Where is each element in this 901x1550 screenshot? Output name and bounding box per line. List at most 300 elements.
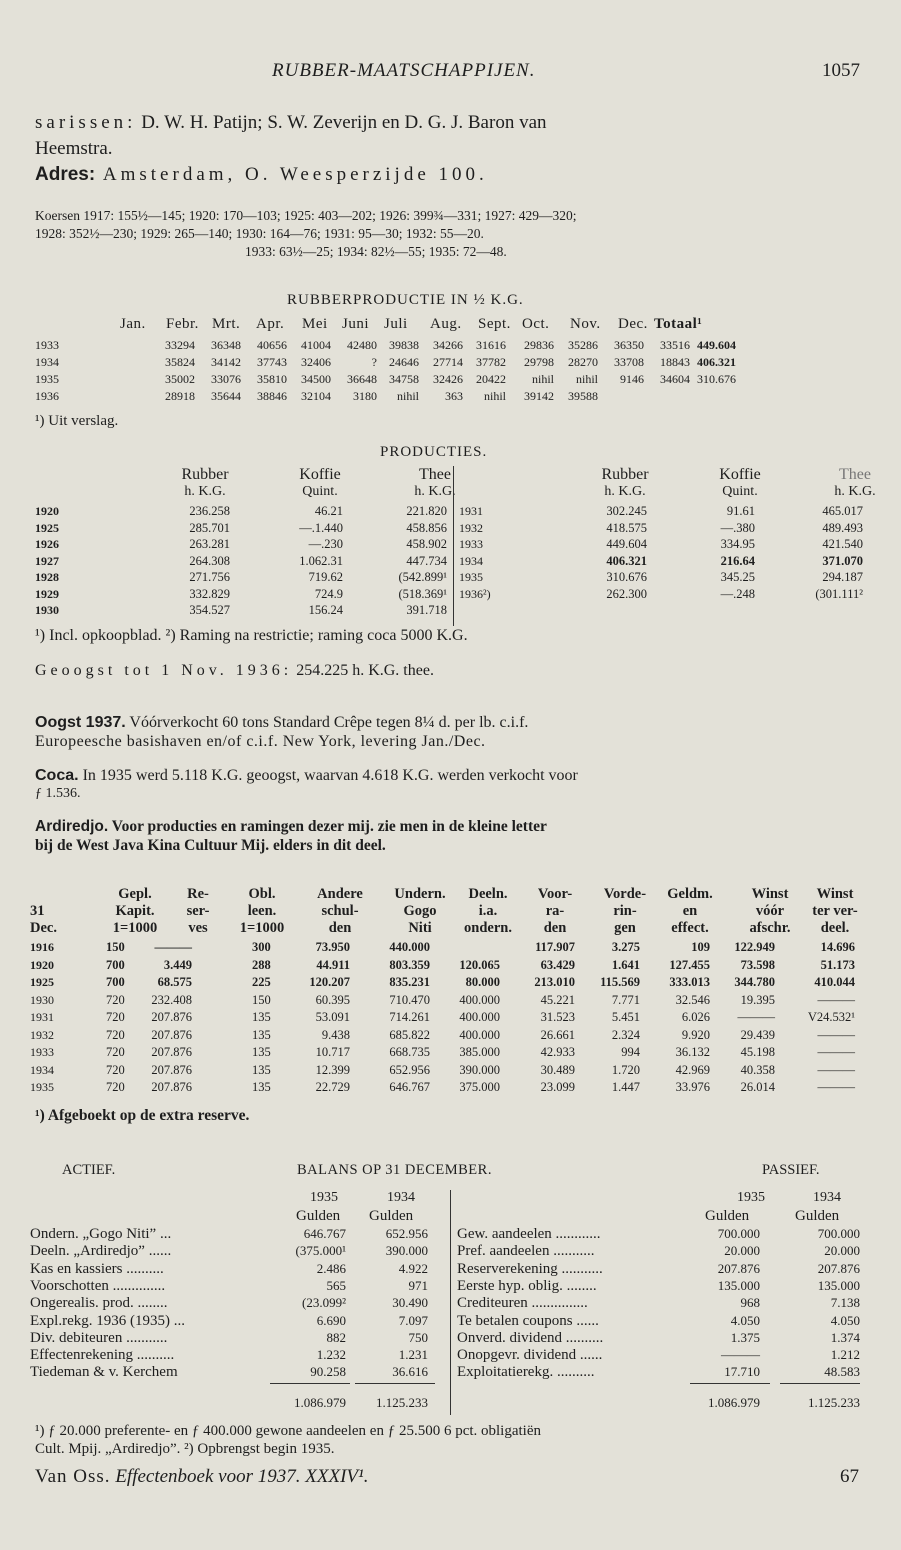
table-cell: nihil bbox=[575, 372, 598, 386]
table-cell: 421.540 bbox=[822, 537, 863, 551]
table-cell: 63.429 bbox=[540, 957, 575, 972]
table-cell: 440.000 bbox=[389, 940, 430, 954]
table-cell: 33294 bbox=[165, 338, 195, 352]
table-cell: 700 bbox=[106, 975, 125, 989]
balans-label-actief: Ondern. „Gogo Niti” ... bbox=[30, 1226, 172, 1242]
balans-value: 390.000 bbox=[385, 1243, 428, 1259]
koersen-line-1: Koersen 1917: 155½—145; 1920: 170—103; 1925: 403—202; 1926: 399¾—331; 1927: 429—320; bbox=[35, 208, 577, 223]
table-cell: 35810 bbox=[257, 372, 287, 386]
year-header: 1934 bbox=[813, 1190, 841, 1205]
table-cell: 30.489 bbox=[540, 1062, 575, 1077]
table-cell: 720 bbox=[106, 1080, 125, 1094]
table-cell: 263.281 bbox=[189, 537, 230, 551]
table-cell: 371.070 bbox=[822, 553, 863, 568]
balans-value: 971 bbox=[408, 1277, 428, 1293]
balans-total: 1.086.979 bbox=[294, 1395, 346, 1410]
table-cell: 14.696 bbox=[820, 940, 855, 954]
col-header-left: Koffie bbox=[299, 466, 341, 483]
balans-label-actief: Expl.rekg. 1936 (1935) ... bbox=[30, 1312, 185, 1329]
table-cell: 719.62 bbox=[308, 570, 343, 584]
table-cell: 23.099 bbox=[540, 1080, 575, 1094]
row-year: 1935 bbox=[30, 1080, 54, 1094]
table-cell: ——— bbox=[737, 1010, 775, 1024]
page-number: 1057 bbox=[822, 60, 860, 81]
table-cell: 400.000 bbox=[459, 992, 500, 1007]
row-year: 1930 bbox=[35, 603, 59, 617]
sum-rule bbox=[355, 1383, 435, 1384]
table-cell: 1.447 bbox=[611, 1080, 640, 1094]
row-year: 1935 bbox=[35, 372, 59, 386]
col-header: gen bbox=[614, 920, 636, 936]
table-cell: 720 bbox=[106, 1062, 125, 1077]
col-header: Dec. bbox=[30, 920, 57, 936]
table-cell: 700 bbox=[106, 957, 125, 972]
ardiredjo-line-2: bij de West Java Kina Cultuur Mij. elders in dit deel. bbox=[35, 837, 386, 854]
column-header-1: Febr. bbox=[166, 316, 199, 332]
balans-value: 4.922 bbox=[398, 1260, 428, 1276]
table-cell: 46.21 bbox=[314, 504, 343, 518]
table-cell: 44.911 bbox=[316, 957, 350, 972]
col-header: Voor- bbox=[537, 886, 573, 902]
table-cell: 300 bbox=[252, 940, 271, 954]
balans-value: 207.876 bbox=[817, 1260, 860, 1276]
balans-note-2: Cult. Mpij. „Ardiredjo”. ²) Opbrengst begin 1935. bbox=[35, 1441, 335, 1457]
table-cell: 40.358 bbox=[740, 1062, 775, 1077]
koersen-line-3: 1933: 63½—25; 1934: 82½—55; 1935: 72—48. bbox=[245, 244, 507, 259]
table-cell: 31616 bbox=[476, 338, 506, 352]
table-cell: 2.324 bbox=[611, 1027, 640, 1042]
column-header-10: Nov. bbox=[570, 316, 601, 332]
balans-value: 7.097 bbox=[398, 1312, 428, 1328]
table-cell: 39588 bbox=[568, 389, 598, 403]
table-cell: 73.950 bbox=[315, 940, 350, 954]
balans-value: 882 bbox=[326, 1329, 346, 1345]
balans-value: 652.956 bbox=[385, 1226, 428, 1241]
producties-note: ¹) Incl. opkoopblad. ²) Raming na restrictie; raming coca 5000 K.G. bbox=[35, 627, 468, 644]
col-header: Winst bbox=[816, 886, 854, 902]
table-cell: 207.876 bbox=[151, 1027, 192, 1042]
coca-line-1: Coca. In 1935 werd 5.118 K.G. geoogst, waarvan 4.618 K.G. werden verkocht voor bbox=[35, 767, 578, 784]
sum-rule bbox=[780, 1383, 860, 1384]
row-year: 1931 bbox=[459, 504, 483, 518]
table-cell: 29836 bbox=[524, 338, 554, 352]
table-cell: 344.780 bbox=[734, 975, 775, 989]
table-cell: 68.575 bbox=[157, 975, 192, 989]
table-cell: 213.010 bbox=[534, 975, 575, 989]
table-cell: 135 bbox=[252, 1045, 271, 1059]
balans-label-passief: Pref. aandeelen ........... bbox=[457, 1243, 595, 1260]
table-cell: 333.013 bbox=[669, 975, 710, 989]
column-header-8: Sept. bbox=[478, 316, 511, 332]
col-header: den bbox=[543, 920, 567, 936]
adres-line: Adres: Amsterdam, O. Weesperzijde 100. bbox=[35, 164, 488, 185]
balans-value: 565 bbox=[326, 1277, 346, 1293]
table-cell: 207.876 bbox=[151, 1080, 192, 1094]
col-header: Kapit. bbox=[115, 903, 155, 919]
col-header: ser- bbox=[186, 903, 210, 919]
footer-line: Van Oss. Effectenboek voor 1937. XXXIV¹. bbox=[35, 1466, 369, 1487]
row-year: 1916 bbox=[30, 940, 54, 954]
table-cell: 418.575 bbox=[606, 520, 647, 535]
table-cell: 150 bbox=[106, 940, 125, 954]
table-cell: 39142 bbox=[524, 389, 554, 403]
table-cell: 34500 bbox=[301, 372, 331, 386]
row-year: 1936²) bbox=[459, 586, 491, 601]
column-header-5: Juni bbox=[342, 316, 370, 332]
commissarissen-line: sarissen: D. W. H. Patijn; S. W. Zeverijn en D. G. J. Baron van bbox=[35, 112, 547, 133]
table-cell: 668.735 bbox=[389, 1045, 430, 1059]
table-cell: 710.470 bbox=[389, 992, 430, 1007]
col-header-right: Rubber bbox=[601, 466, 649, 483]
table-cell: 38846 bbox=[257, 389, 287, 403]
table-cell: 42480 bbox=[347, 338, 377, 352]
table-cell: 207.876 bbox=[151, 1010, 192, 1024]
table-cell: 34266 bbox=[433, 338, 463, 352]
col-header: deel. bbox=[820, 920, 850, 936]
row-year: 1931 bbox=[30, 1010, 54, 1024]
table-cell: 28918 bbox=[165, 389, 195, 403]
table-cell: 720 bbox=[106, 1010, 125, 1024]
col-header: Deeln. bbox=[468, 886, 508, 902]
table-cell: nihil bbox=[396, 389, 419, 403]
row-year: 1934 bbox=[459, 553, 483, 568]
table-cell: 221.820 bbox=[406, 504, 447, 518]
rubberproductie-title: RUBBERPRODUCTIE IN ½ K.G. bbox=[287, 292, 524, 308]
table-cell: 26.014 bbox=[740, 1080, 775, 1094]
col-header: Gogo bbox=[403, 903, 437, 919]
footer-page-number: 67 bbox=[840, 1466, 859, 1487]
column-divider bbox=[453, 466, 454, 626]
column-header-0: Jan. bbox=[120, 316, 146, 332]
table-cell: 33076 bbox=[211, 372, 241, 386]
table-cell: 6.026 bbox=[681, 1010, 710, 1024]
table-cell: 117.907 bbox=[535, 940, 575, 954]
table-cell: 29798 bbox=[524, 355, 554, 369]
table-cell: 714.261 bbox=[389, 1010, 430, 1024]
oogst-1937-line-1: Oogst 1937. Vóórverkocht 60 tons Standard Crêpe tegen 8¼ d. per lb. c.i.f. bbox=[35, 714, 529, 731]
balans-label-passief: Onverd. dividend .......... bbox=[457, 1329, 604, 1346]
table-cell: 51.173 bbox=[820, 957, 855, 972]
balans-value: 1.232 bbox=[316, 1347, 346, 1363]
table-cell: 35286 bbox=[568, 338, 598, 352]
balans-value: 90.258 bbox=[310, 1364, 346, 1380]
table-cell: 465.017 bbox=[822, 504, 863, 518]
col-header: ondern. bbox=[464, 920, 512, 936]
col-header: 1=1000 bbox=[239, 920, 285, 936]
geoogst-line: Geoogst tot 1 Nov. 1936: 254.225 h. K.G. thee. bbox=[35, 662, 434, 679]
table-cell: 45.221 bbox=[540, 992, 575, 1007]
table-cell: 720 bbox=[106, 1027, 125, 1042]
col-header: i.a. bbox=[478, 903, 498, 919]
balans-value: 700.000 bbox=[717, 1226, 760, 1241]
row-year: 1935 bbox=[459, 570, 483, 584]
col-header-right: Thee bbox=[839, 466, 871, 483]
row-year: 1932 bbox=[459, 520, 483, 535]
row-year: 1926 bbox=[35, 537, 59, 551]
table-cell: 150 bbox=[252, 992, 271, 1007]
table-cell: 236.258 bbox=[189, 504, 230, 518]
table-cell: 406.321 bbox=[606, 553, 647, 568]
table-cell: 288 bbox=[252, 957, 271, 972]
balans-divider bbox=[450, 1190, 451, 1415]
table-cell: 122.949 bbox=[734, 940, 775, 954]
balans-label-actief: Kas en kassiers .......... bbox=[30, 1260, 164, 1277]
column-header-11: Dec. bbox=[618, 316, 648, 332]
row-year: 1933 bbox=[30, 1045, 54, 1059]
balans-value: 48.583 bbox=[824, 1364, 860, 1380]
col-header: Niti bbox=[408, 920, 432, 936]
table-cell: 9146 bbox=[620, 372, 644, 386]
table-cell: 720 bbox=[106, 992, 125, 1007]
table-cell: 109 bbox=[691, 940, 710, 954]
table-cell: 375.000 bbox=[459, 1080, 500, 1094]
table-cell: 803.359 bbox=[389, 957, 430, 972]
balans-value: 17.710 bbox=[724, 1364, 760, 1380]
col-header-left: Rubber bbox=[181, 466, 229, 483]
col-header: schul- bbox=[321, 903, 359, 919]
balans-total: 1.125.233 bbox=[808, 1395, 860, 1410]
table-cell: 91.61 bbox=[726, 504, 755, 518]
table-cell: 345.25 bbox=[720, 570, 755, 584]
table-cell: 458.902 bbox=[406, 537, 447, 551]
sum-rule bbox=[270, 1383, 350, 1384]
table-cell: 400.000 bbox=[459, 1027, 500, 1042]
balans-value: 207.876 bbox=[717, 1260, 760, 1276]
table-cell: 264.308 bbox=[189, 553, 230, 568]
table-cell: ——— bbox=[817, 1027, 855, 1042]
balans-value: 1.231 bbox=[398, 1347, 428, 1363]
table-cell: 36.132 bbox=[675, 1045, 710, 1059]
table-cell: 380.— bbox=[720, 520, 755, 535]
table-cell: 34142 bbox=[211, 355, 241, 369]
column-header-9: Oct. bbox=[522, 316, 550, 332]
col-header: afschr. bbox=[749, 920, 791, 936]
table-cell: 3180 bbox=[353, 389, 377, 403]
table-cell: 542.899¹) bbox=[398, 570, 447, 584]
table-cell: 489.493 bbox=[822, 520, 863, 535]
table-cell: 36350 bbox=[614, 338, 644, 352]
balans-value: 1.375 bbox=[730, 1329, 760, 1345]
col-header-left: Thee bbox=[419, 466, 451, 483]
commissarissen-line-2: Heemstra. bbox=[35, 138, 113, 159]
col-header: Gepl. bbox=[118, 886, 152, 902]
table-cell: 32.546 bbox=[675, 992, 710, 1007]
col-header: Re- bbox=[187, 886, 209, 902]
table-cell: 230.— bbox=[308, 537, 343, 551]
balans-label-actief: Div. debiteuren ........... bbox=[30, 1329, 168, 1346]
balans-label-passief: Reserverekening ........... bbox=[457, 1260, 603, 1277]
table-cell: 9.438 bbox=[321, 1027, 350, 1042]
table-cell: 33516 bbox=[660, 338, 690, 352]
table-cell: 207.876 bbox=[151, 1045, 192, 1059]
table-cell: 334.95 bbox=[720, 537, 755, 551]
table-cell: 685.822 bbox=[389, 1027, 430, 1042]
table-cell: 10.717 bbox=[315, 1045, 350, 1059]
table-cell: 60.395 bbox=[315, 992, 350, 1007]
table-cell: 1.720 bbox=[611, 1062, 640, 1077]
table-cell: 22.729 bbox=[315, 1080, 350, 1094]
balans-value: 1.212 bbox=[830, 1347, 860, 1363]
balans-label-passief: Eerste hyp. oblig. ........ bbox=[457, 1277, 597, 1294]
table-cell: 73.598 bbox=[740, 957, 775, 972]
table-cell: 120.207 bbox=[309, 975, 350, 989]
table-cell: 652.956 bbox=[389, 1062, 430, 1077]
row-year: 1920 bbox=[35, 504, 59, 518]
table-cell: 156.24 bbox=[308, 603, 343, 617]
balans-value: 30.490 bbox=[392, 1295, 428, 1311]
table-cell: 518.369¹) bbox=[398, 586, 447, 601]
row-year: 1933 bbox=[35, 338, 59, 352]
col-header: Geldm. bbox=[667, 886, 713, 902]
table-cell: nihil bbox=[483, 389, 506, 403]
table-cell: 7.771 bbox=[611, 992, 640, 1007]
coca-line-2: ƒ 1.536. bbox=[35, 786, 81, 801]
col-header: ves bbox=[188, 920, 208, 936]
table-cell: 20422 bbox=[476, 372, 506, 386]
table-cell: nihil bbox=[531, 372, 554, 386]
table-cell: 34604 bbox=[660, 372, 690, 386]
table-cell: 332.829 bbox=[189, 586, 230, 601]
table-cell: 207.876 bbox=[151, 1062, 192, 1077]
col-subheader-right: h. K.G. bbox=[834, 484, 876, 499]
col-header: 1=1000 bbox=[112, 920, 158, 936]
row-year: 1934 bbox=[30, 1062, 54, 1077]
table-cell: 271.756 bbox=[189, 570, 230, 584]
table-cell: 135 bbox=[252, 1080, 271, 1094]
col-header: Vorde- bbox=[603, 886, 647, 902]
table-cell: 135 bbox=[252, 1027, 271, 1042]
balans-label-passief: Te betalen coupons ...... bbox=[457, 1312, 599, 1329]
table-cell: 232.408 bbox=[151, 992, 192, 1007]
row-year: 1925 bbox=[30, 975, 54, 989]
row-year: 1929 bbox=[35, 586, 59, 601]
table-cell: 42.969 bbox=[675, 1062, 710, 1077]
year-header: 1935 bbox=[310, 1190, 338, 1205]
row-year: 1925 bbox=[35, 520, 59, 535]
table-cell: ——— bbox=[817, 1062, 855, 1077]
balans-value: 6.690 bbox=[316, 1312, 346, 1328]
col-subheader-left: Quint. bbox=[302, 484, 338, 499]
table-cell: 406.321 bbox=[697, 355, 736, 369]
table-cell: V24.532¹ bbox=[807, 1010, 855, 1024]
table-cell: 390.000 bbox=[459, 1062, 500, 1077]
column-header-12: Totaal¹ bbox=[654, 316, 703, 332]
balans-label-passief: Crediteuren ............... bbox=[457, 1295, 588, 1312]
balans-value: 4.050 bbox=[730, 1312, 760, 1328]
table-cell: 32104 bbox=[301, 389, 331, 403]
column-header-4: Mei bbox=[302, 316, 328, 332]
koersen-line-2: 1928: 352½—230; 1929: 265—140; 1930: 164—76; 1931: 95—30; 1932: 55—20. bbox=[35, 226, 484, 241]
balans-value: 375.000¹) bbox=[295, 1243, 346, 1259]
table-cell: 80.000 bbox=[465, 975, 500, 989]
balans-value: 135.000 bbox=[817, 1277, 860, 1293]
balans-table bbox=[30, 1190, 870, 1430]
table-cell: 28270 bbox=[568, 355, 598, 369]
table-cell: 216.64 bbox=[720, 553, 755, 568]
table-cell: 12.399 bbox=[315, 1062, 350, 1077]
table-cell: ——— bbox=[817, 1080, 855, 1094]
table-cell: 39838 bbox=[389, 338, 419, 352]
balans-value: 2.486 bbox=[316, 1260, 346, 1276]
balans-value: 1.374 bbox=[830, 1329, 860, 1345]
table-cell: 41004 bbox=[301, 338, 331, 352]
balans-value: 20.000 bbox=[824, 1243, 860, 1259]
column-header-3: Apr. bbox=[256, 316, 285, 332]
table-cell: 135 bbox=[252, 1062, 271, 1077]
balans-value: 23.099²) bbox=[302, 1295, 346, 1311]
table-cell: 310.676 bbox=[606, 570, 647, 584]
table-cell: 994 bbox=[621, 1045, 640, 1059]
table-cell: 31.523 bbox=[540, 1010, 575, 1024]
table-cell: 34758 bbox=[389, 372, 419, 386]
table-cell: 301.111²) bbox=[815, 586, 863, 601]
balans-value: 20.000 bbox=[724, 1243, 760, 1259]
column-header-6: Juli bbox=[384, 316, 408, 332]
unit-header: Gulden bbox=[296, 1208, 341, 1224]
table-cell: 262.300 bbox=[606, 586, 647, 601]
balans-label-passief: Gew. aandeelen ............ bbox=[457, 1226, 601, 1242]
producties-table bbox=[35, 466, 876, 626]
col-header: den bbox=[328, 920, 352, 936]
running-title: RUBBER-MAATSCHAPPIJEN. bbox=[272, 60, 536, 81]
balans-label-actief: Voorschotten .............. bbox=[30, 1277, 166, 1294]
table-cell: 19.395 bbox=[740, 992, 775, 1007]
balans-value: 36.616 bbox=[392, 1364, 428, 1380]
table-cell: 5.451 bbox=[611, 1010, 640, 1024]
table-cell: 9.920 bbox=[681, 1027, 710, 1042]
col-header: ter ver- bbox=[812, 903, 858, 919]
table-cell: 32426 bbox=[433, 372, 463, 386]
table-cell: 24646 bbox=[389, 355, 419, 369]
table-cell: 410.044 bbox=[814, 975, 855, 989]
rubberproductie-note: ¹) Uit verslag. bbox=[35, 413, 119, 429]
balans-label-actief: Deeln. „Ardiredjo” ...... bbox=[30, 1243, 172, 1260]
col-header: leen. bbox=[247, 903, 277, 919]
balans-label-actief: Tiedeman & v. Kerchem bbox=[30, 1364, 178, 1381]
balans-total: 1.125.233 bbox=[376, 1395, 428, 1410]
table-cell: 37743 bbox=[257, 355, 287, 369]
table-cell: 646.767 bbox=[389, 1080, 430, 1094]
balans-value: ——— bbox=[721, 1347, 760, 1363]
table-cell: ? bbox=[371, 355, 377, 369]
table-cell: 302.245 bbox=[606, 504, 647, 518]
table-cell: 45.198 bbox=[740, 1045, 775, 1059]
row-year: 1920 bbox=[30, 957, 54, 972]
table-cell: 724.9 bbox=[314, 586, 343, 601]
col-header: Andere bbox=[317, 886, 363, 902]
col-header-right: Koffie bbox=[719, 466, 761, 483]
balans-value: 7.138 bbox=[830, 1295, 860, 1311]
table-cell: 127.455 bbox=[669, 957, 710, 972]
balans-value: 646.767 bbox=[303, 1226, 346, 1241]
table-cell: 27714 bbox=[433, 355, 463, 369]
balans-value: 700.000 bbox=[817, 1226, 860, 1241]
table-cell: 35644 bbox=[211, 389, 241, 403]
table-cell: 835.231 bbox=[389, 975, 430, 989]
balans-label-passief: Exploitatierekg. .......... bbox=[457, 1364, 595, 1381]
balans-value: 750 bbox=[408, 1329, 428, 1345]
table-cell: 449.604 bbox=[606, 537, 647, 551]
table-cell: 35002 bbox=[165, 372, 195, 386]
table-cell: 18843 bbox=[660, 355, 690, 369]
col-subheader-left: h. K.G. bbox=[414, 484, 456, 499]
year-header: 1935 bbox=[737, 1190, 765, 1205]
table-cell: 42.933 bbox=[540, 1045, 575, 1059]
row-year: 1930 bbox=[30, 992, 54, 1007]
column-header-7: Aug. bbox=[430, 316, 462, 332]
col-header: en bbox=[682, 903, 698, 919]
balans-label-actief: Ongerealis. prod. ........ bbox=[30, 1295, 168, 1312]
